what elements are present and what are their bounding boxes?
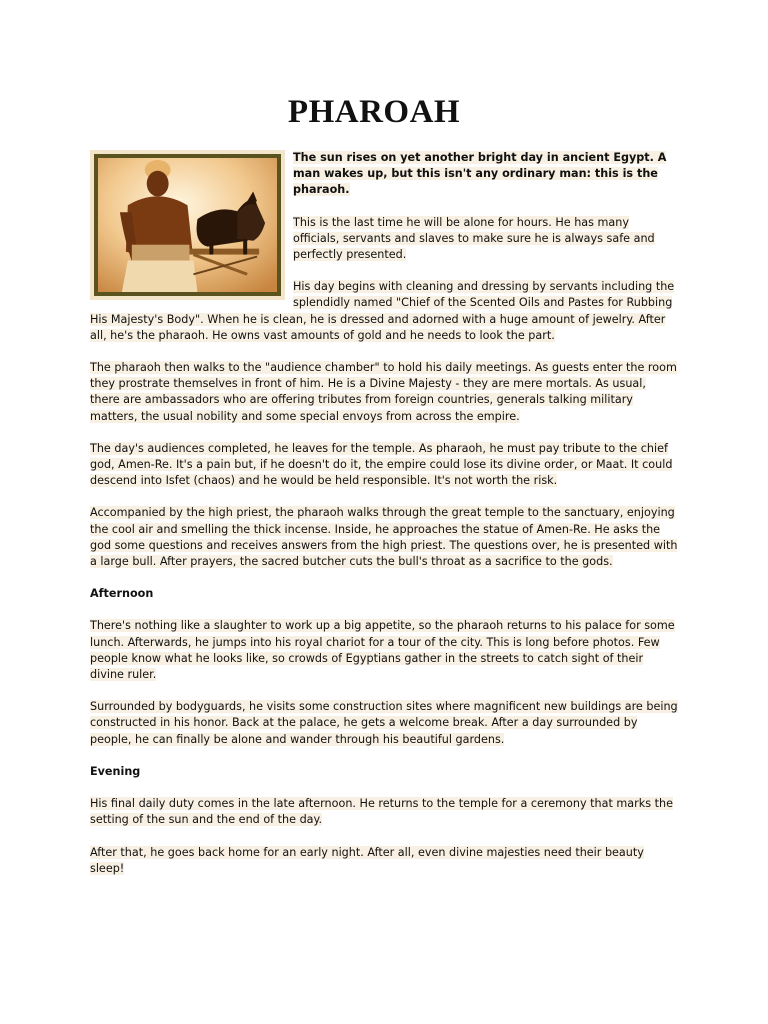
pharaoh-chariot-photo xyxy=(90,150,285,300)
pharaoh-chariot-icon xyxy=(98,158,277,292)
morning-paragraph-1: The pharaoh then walks to the "audience chamber" to hold his daily meetings. As guests enter the room they prostrate themselves in front of him. He is a Divine Majesty - they are mere mortals. As usual, there are ambassadors who are offering tributes from foreign countries, generals talking military matters, the usual nobility and some special envoys from across the empire. xyxy=(90,361,677,423)
page-title: PHAROAH xyxy=(287,94,461,130)
evening-paragraph-1: His final daily duty comes in the late afternoon. He returns to the temple for a ceremony that marks the setting of the sun and the end of the day. xyxy=(90,797,673,827)
article-body xyxy=(90,150,678,893)
evening-heading: Evening xyxy=(90,764,141,778)
evening-paragraph-2: After that, he goes back home for an early night. After all, even divine majesties need their beauty sleep! xyxy=(90,845,644,875)
intro-lead: The sun rises on yet another bright day in ancient Egypt. A man wakes up, but this isn't any ordinary man: this is the pharaoh. xyxy=(293,151,667,197)
afternoon-paragraph-1: There's nothing like a slaughter to work up a big appetite, so the pharaoh returns to his palace for some lunch. Afterwards, he jumps into his royal chariot for a tour of the city. This is long before photos. Few people know what he looks like, so crowds of Egyptians gather in the streets to catch sight of their divine ruler. xyxy=(90,619,675,682)
intro-paragraph-1: This is the last time he will be alone for hours. He has many officials, servants and slaves to make sure he is always safe and perfectly presented. xyxy=(293,215,655,262)
photo-frame xyxy=(94,154,281,296)
afternoon-paragraph-2: Surrounded by bodyguards, he visits some construction sites where magnificent new buildings are being constructed in his honor. Back at the palace, he gets a welcome break. After a day surrounded by people, he can finally be alone and wander through his beautiful gardens. xyxy=(90,700,678,746)
intro-paragraph-2: His day begins with cleaning and dressing by servants including the splendidly named "Chief of the Scented Oils and Pastes for Rubbing His Majesty's Body". When he is clean, he is dressed and adorned with a huge amount of jewelry. After all, he's the pharaoh. He owns vast amounts of gold and he needs to look the part. xyxy=(90,280,675,342)
morning-paragraph-2: The day's audiences completed, he leaves for the temple. As pharaoh, he must pay tribute to the chief god, Amen-Re. It's a pain but, if he doesn't do it, the empire could lose its divine order, or Maat. It could descend into Isfet (chaos) and he would be held responsible. It's not worth the risk. xyxy=(90,441,673,488)
afternoon-heading: Afternoon xyxy=(90,587,154,601)
morning-paragraph-3: Accompanied by the high priest, the pharaoh walks through the great temple to the sanctuary, enjoying the cool air and smelling the thick incense. Inside, he approaches the statue of Amen-Re. He asks the god some questions and receives answers from the high priest. The questions over, he is presented with a large bull. After prayers, the sacred butcher cuts the bull's throat as a sacrifice to the gods. xyxy=(90,506,678,569)
